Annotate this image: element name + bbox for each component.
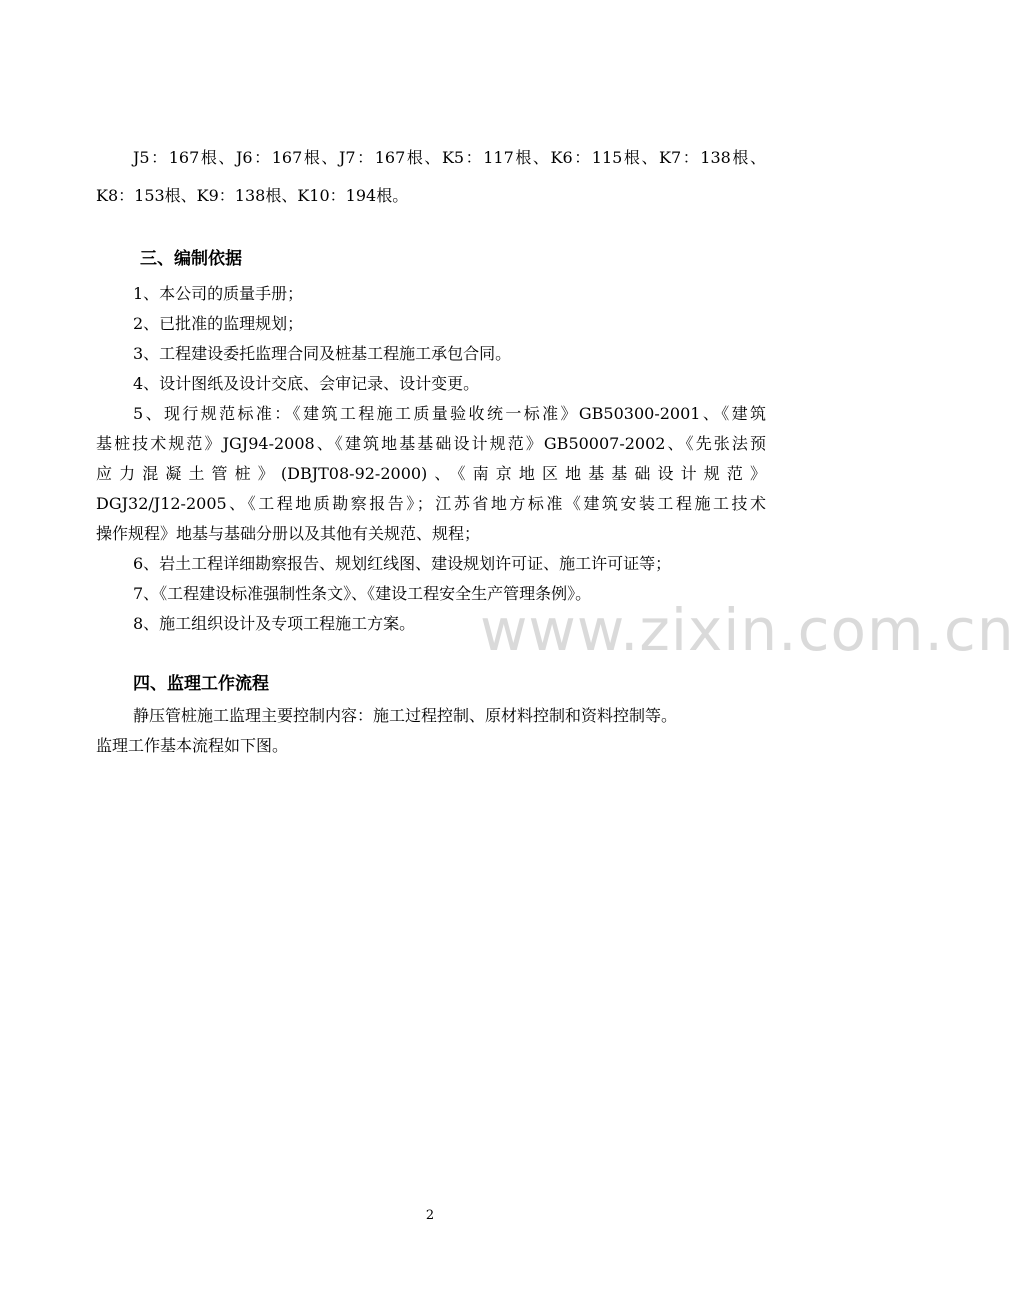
section-3-item-5-line-2: 基桩技术规范》JGJ94-2008、《建筑地基基础设计规范》GB50007-2002、《先张法预 [96, 434, 766, 453]
section-3-item-2: 2、已批准的监理规划； [133, 314, 304, 333]
section-4-heading: 四、监理工作流程 [133, 674, 269, 694]
section-3-item-5-line-4: DGJ32/J12-2005、《工程地质勘察报告》；江苏省地方标准《建筑安装工程施工技术 [96, 494, 766, 513]
section-3-item-7: 7、《工程建设标准强制性条文》、《建设工程安全生产管理条例》。 [133, 584, 592, 603]
section-3-item-5-line-3: 应力混凝土管桩》(DBJT08-92-2000)、《南京地区地基基础设计规范》 [96, 464, 766, 483]
section-3-item-5-line-1: 5、现行规范标准：《建筑工程施工质量验收统一标准》GB50300-2001、《建筑 [133, 404, 766, 423]
section-3-item-5-line-5: 操作规程》地基与基础分册以及其他有关规范、规程； [96, 524, 481, 543]
section-3-item-4: 4、设计图纸及设计交底、会审记录、设计变更。 [133, 374, 480, 393]
pile-count-line-2: K8：153根、K9：138根、K10：194根。 [96, 186, 409, 205]
section-3-heading: 三、编制依据 [140, 249, 242, 269]
site-watermark: www.zixin.com.cn [480, 596, 1015, 664]
section-3-item-6: 6、岩土工程详细勘察报告、规划红线图、建设规划许可证、施工许可证等； [133, 554, 672, 573]
pile-count-line-1: J5：167根、J6：167根、J7：167根、K5：117根、K6：115根、K7：138根、 [133, 148, 766, 167]
faint-watermark-text [424, 191, 427, 202]
section-4-paragraph-1: 静压管桩施工监理主要控制内容：施工过程控制、原材料控制和资料控制等。 [133, 706, 678, 725]
page-number: 2 [425, 1208, 435, 1223]
section-3-item-8: 8、施工组织设计及专项工程施工方案。 [133, 614, 416, 633]
section-4-paragraph-2: 监理工作基本流程如下图。 [96, 736, 289, 755]
section-3-item-3: 3、工程建设委托监理合同及桩基工程施工承包合同。 [133, 344, 512, 363]
section-3-item-1: 1、本公司的质量手册； [133, 284, 304, 303]
